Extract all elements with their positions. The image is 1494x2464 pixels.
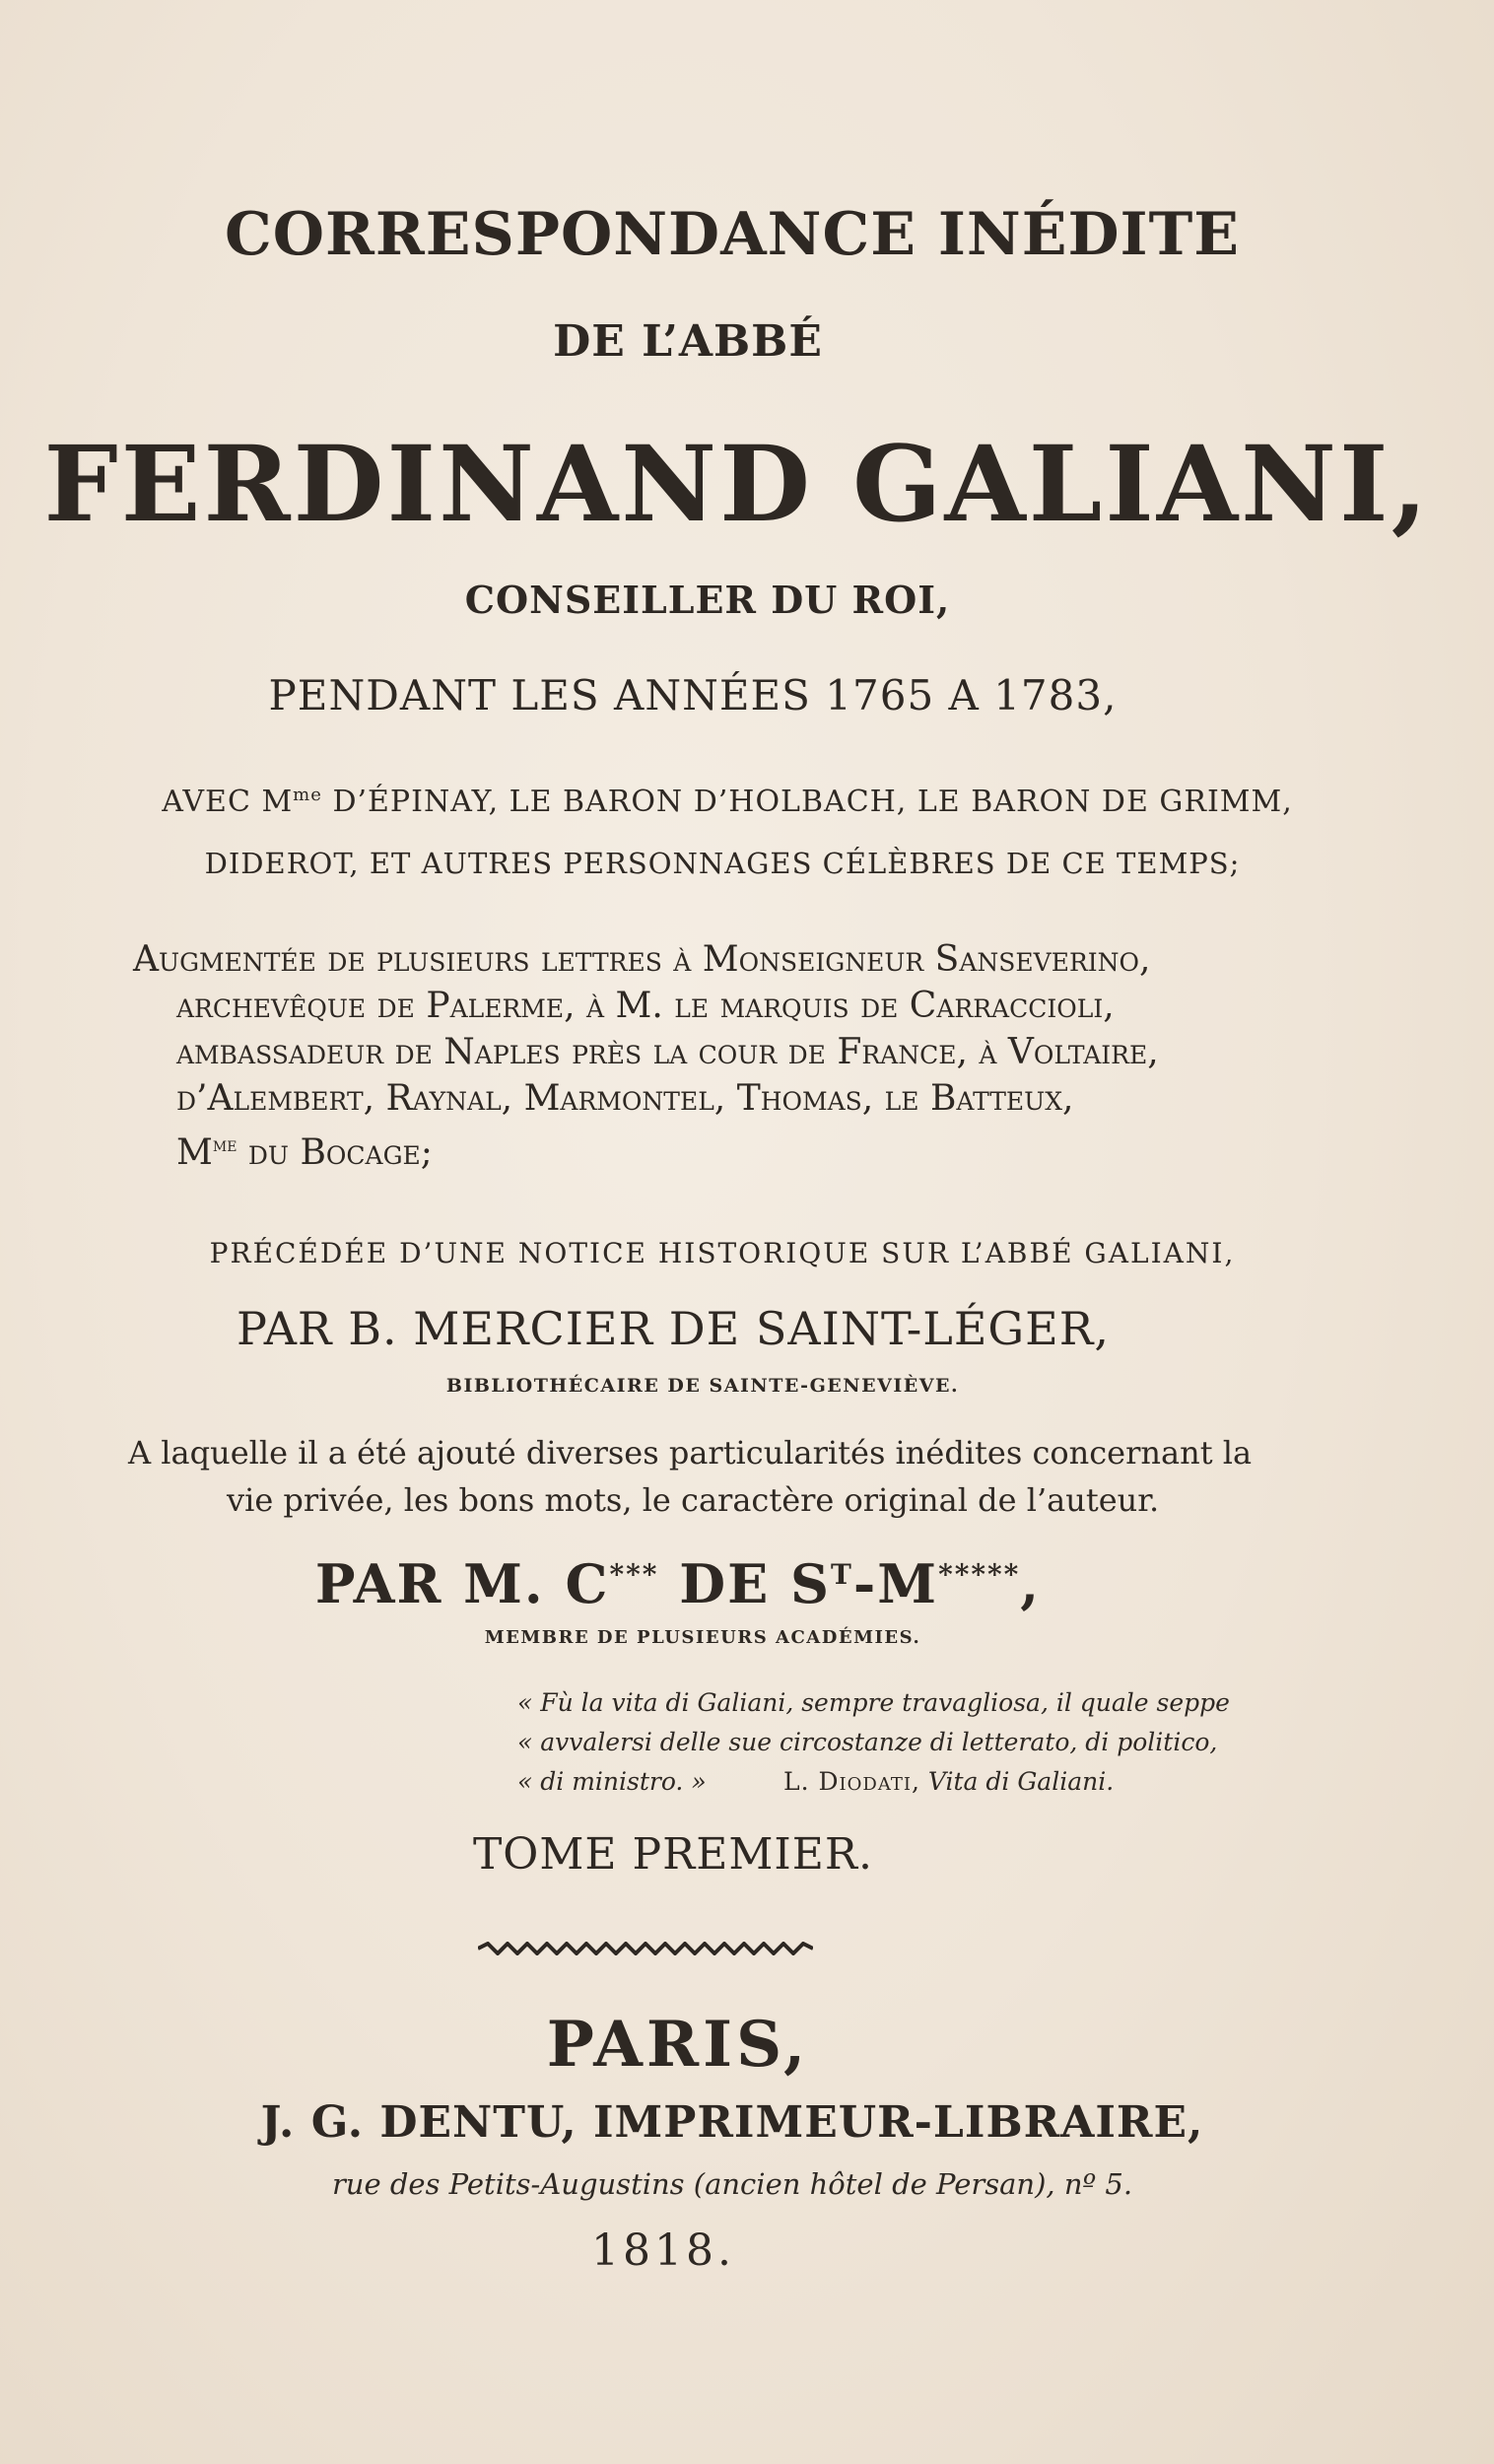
addition-paragraph [128, 1429, 1252, 1524]
epigraph-author: L. Diodati, [783, 1767, 920, 1796]
epigraph-line: « Fù la vita di Galiani, sempre travagliosa, il quale seppe [517, 1688, 1230, 1717]
editor-membership: MEMBRE DE PLUSIEURS ACADÉMIES. [484, 1627, 921, 1648]
augmented-line: Augmentée de plusieurs lettres à Monseigneur Sanseverino, [133, 939, 1151, 980]
author-role: CONSEILLER DU ROI, [464, 578, 951, 622]
title-line-2: DE L’ABBÉ [553, 316, 823, 367]
epigraph-line: « di ministro. » [517, 1767, 707, 1796]
addition-line: A laquelle il a été ajouté diverses particularités inédites concernant la [128, 1434, 1253, 1472]
addition-line: vie privée, les bons mots, le caractère original de l’auteur. [227, 1481, 1160, 1519]
volume-title: TOME PREMIER. [472, 1829, 874, 1880]
years-line: PENDANT LES ANNÉES 1765 A 1783, [268, 671, 1118, 719]
imprint-city: PARIS, [546, 2008, 810, 2082]
augmented-line: d’Alembert, Raynal, Marmontel, Thomas, le Batteux, [176, 1078, 1074, 1119]
augmented-paragraph [133, 936, 1159, 1176]
notice-author-position: BIBLIOTHÉCAIRE DE SAINTE-GENEVIÈVE. [445, 1375, 960, 1397]
epigraph-line: « avvalersi delle sue circostanze di letterato, di politico, [517, 1728, 1218, 1756]
ornament-rule [478, 1942, 813, 1955]
augmented-line: archevêque de Palerme, à M. le marquis de Carraccioli, [176, 986, 1115, 1026]
notice-line: PRÉCÉDÉE D’UNE NOTICE HISTORIQUE SUR L’ABBÉ GALIANI, [209, 1237, 1236, 1269]
author-name: FERDINAND GALIANI, [43, 422, 1431, 545]
editor-line: PAR M. C*** DE $S^T-M^{*****}$, [314, 1552, 1042, 1615]
augmented-line: ambassadeur de Naples près la cour de France, à Voltaire, [176, 1032, 1159, 1072]
correspondents-line-1: AVEC $M^{me}$ D’ÉPINAY, LE BARON D’HOLBACH, LE BARON DE GRIMM, [162, 785, 1293, 819]
augmented-line: $M^{me}$ du Bocage; [176, 1132, 433, 1173]
imprint-address: rue des Petits-Augustins (ancien hôtel de Persan), nº 5. [331, 2167, 1133, 2201]
epigraph-attribution [783, 1762, 1114, 1802]
notice-author: PAR B. MERCIER DE SAINT-LÉGER, [236, 1302, 1110, 1355]
title-line-1: CORRESPONDANCE INÉDITE [225, 200, 1240, 269]
correspondents-line-2: DIDEROT, ET AUTRES PERSONNAGES CÉLÈBRES DE CE TEMPS; [204, 847, 1241, 880]
imprint-publisher: J. G. DENTU, IMPRIMEUR-LIBRAIRE, [260, 2097, 1204, 2148]
imprint-year: 1818. [591, 2225, 735, 2276]
epigraph [517, 1683, 1230, 1802]
epigraph-work: Vita di Galiani. [927, 1767, 1115, 1796]
